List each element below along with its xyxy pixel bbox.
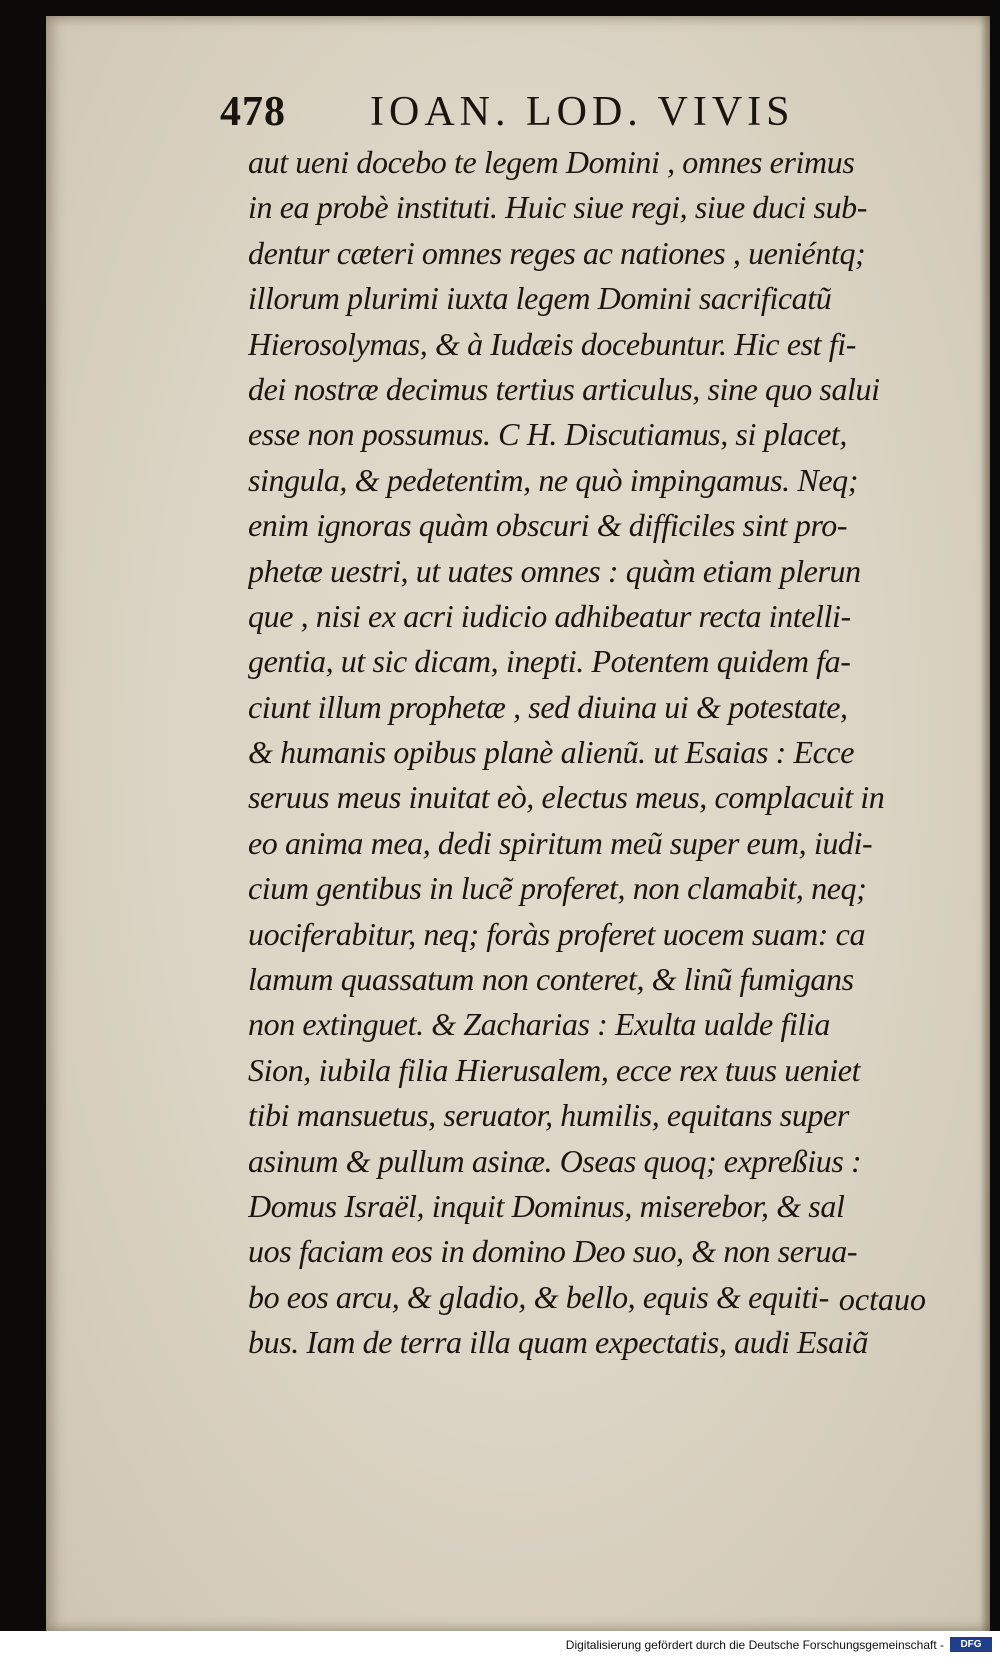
text-line: Domus Israël, inquit Dominus, miserebor, & sal [248, 1187, 845, 1224]
text-line: enim ignoras quàm obscuri & difficiles sint pro- [248, 507, 848, 544]
dfg-logo: DFG [950, 1637, 992, 1652]
text-line: lamum quassatum non conteret, & linũ fumigans [248, 961, 854, 998]
text-line: & humanis opibus planè alienũ. ut Esaias : Ecce [248, 734, 855, 771]
text-line: bo eos arcu, & gladio, & bello, equis & equiti- [248, 1278, 829, 1315]
text-line: dentur cæteri omnes reges ac nationes , ueniéntq; [248, 234, 866, 271]
running-title: IOAN. LOD. VIVIS [370, 89, 795, 135]
text-line: bus. Iam de terra illa quam expectatis, audi Esaiã [248, 1324, 868, 1361]
text-line: dei nostræ decimus tertius articulus, sine quo salui [248, 370, 880, 407]
text-line: uociferabitur, neq; foràs proferet uocem suam: ca [248, 915, 866, 952]
text-line: singula, & pedetentim, ne quò impingamus. Neq; [248, 461, 858, 498]
text-line: cium gentibus in lucẽ proferet, non clamabit, neq; [248, 870, 867, 907]
text-line: uos faciam eos in domino Deo suo, & non serua- [248, 1233, 858, 1270]
text-line: Sion, iubila filia Hierusalem, ecce rex tuus ueniet [248, 1051, 861, 1088]
text-line: illorum plurimi iuxta legem Domini sacrificatũ [248, 280, 832, 317]
text-line: in ea probè instituti. Huic siue regi, siue duci sub- [248, 189, 868, 226]
page-edge-shadow [980, 16, 990, 1631]
text-line: ciunt illum prophetæ , sed diuina ui & potestate, [248, 688, 848, 725]
text-line: esse non possumus. C H. Discutiamus, si placet, [248, 416, 847, 453]
text-line: Hierosolymas, & à Iudæis docebuntur. Hic est fi- [248, 325, 857, 362]
text-line: tibi mansuetus, seruator, humilis, equitans super [248, 1097, 849, 1134]
page-number: 478 [220, 89, 286, 135]
dfg-credit-text: Digitalisierung gefördert durch die Deutsche Forschungsgemeinschaft - [565, 1638, 944, 1652]
text-line: aut ueni docebo te legem Domini , omnes erimus [248, 144, 855, 180]
catchword: octauo [838, 1281, 926, 1317]
text-line: eo anima mea, dedi spiritum meũ super eum, iudi- [248, 824, 873, 861]
text-line: gentia, ut sic dicam, inepti. Potentem quidem fa- [248, 643, 851, 680]
text-line: seruus meus inuitat eò, electus meus, complacuit in [248, 779, 885, 816]
text-line: asinum & pullum asinæ. Oseas quoq; expreßius : [248, 1142, 862, 1179]
text-line: phetæ uestri, ut uates omnes : quàm etiam plerun [248, 552, 861, 589]
footer-bar [0, 1631, 1000, 1661]
text-line: que , nisi ex acri iudicio adhibeatur recta intelli- [248, 597, 851, 634]
text-line: non extinguet. & Zacharias : Exulta ualde filia [248, 1006, 831, 1043]
page-header [220, 88, 960, 138]
body-text [248, 140, 938, 1366]
